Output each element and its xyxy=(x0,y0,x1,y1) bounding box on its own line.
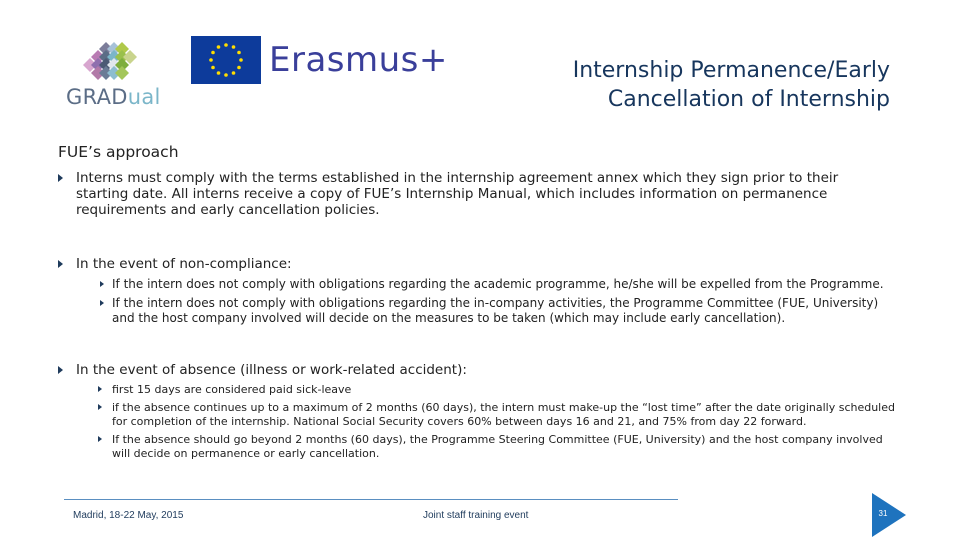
gradual-mosaic-icon xyxy=(66,38,176,84)
sub-bullet-text: If the intern does not comply with obligations regarding the in-company activities, the Programme Committee (FUE, University) and the host company involved will decide on the measures to be taken (which may include early cancellation). xyxy=(112,296,879,325)
bullet-text: Interns must comply with the terms established in the internship agreement annex which they sign prior to their starting date. All interns receive a copy of FUE’s Internship Manual, which includes information on permanence requirements and early cancellation policies. xyxy=(76,170,839,218)
bullet-arrow-icon xyxy=(58,366,63,374)
bullet-arrow-icon xyxy=(58,174,63,182)
bullet-text: In the event of absence (illness or work-related accident): xyxy=(76,362,467,378)
gradual-wordmark: GRADual xyxy=(66,85,161,109)
sub-bullet-academic xyxy=(100,277,900,292)
bullet-text: In the event of non-compliance: xyxy=(76,256,292,272)
eu-flag-icon xyxy=(191,36,261,84)
bullet-absence xyxy=(58,362,858,378)
slide-title-line-2: Cancellation of Internship xyxy=(607,87,890,112)
sub-bullet-text: If the intern does not comply with obligations regarding the academic programme, he/she will be expelled from the Programme. xyxy=(112,277,884,291)
gradual-logo xyxy=(66,38,176,110)
erasmus-logo xyxy=(191,36,448,86)
erasmus-wordmark: Erasmus+ xyxy=(269,40,448,80)
footer-date-location: Madrid, 18-22 May, 2015 xyxy=(73,510,184,521)
bullet-arrow-icon xyxy=(98,404,102,410)
slide-title xyxy=(470,56,890,114)
sub-bullet-text: If the absence should go beyond 2 months (60 days), the Programme Steering Committee (FUE, University) and the host company involved will decide on permanence or early cancellation. xyxy=(112,433,883,460)
sub-bullet-make-up-time xyxy=(98,401,904,428)
bullet-arrow-icon xyxy=(100,281,104,287)
page-number: 31 xyxy=(878,509,888,518)
slide-title-line-1: Internship Permanence/Early xyxy=(572,58,890,83)
bullet-internship-terms xyxy=(58,170,858,218)
sub-bullet-in-company xyxy=(100,296,900,326)
bullet-arrow-icon xyxy=(98,436,102,442)
sub-bullet-text: if the absence continues up to a maximum of 2 months (60 days), the intern must make-up the “lost time” after the date originally scheduled for completion of the internship. National Social Security covers 60% between days 16 and 21, and 75% from day 22 forward. xyxy=(112,401,895,428)
sub-bullet-sick-leave xyxy=(98,383,904,397)
section-heading: FUE’s approach xyxy=(58,143,179,161)
bullet-arrow-icon xyxy=(98,386,102,392)
bullet-arrow-icon xyxy=(100,300,104,306)
footer-divider xyxy=(64,499,678,500)
bullet-non-compliance xyxy=(58,256,858,272)
sub-bullet-beyond-two-months xyxy=(98,433,904,460)
sub-bullet-text: first 15 days are considered paid sick-leave xyxy=(112,383,352,396)
footer-event-name: Joint staff training event xyxy=(423,510,529,521)
bullet-arrow-icon xyxy=(58,260,63,268)
